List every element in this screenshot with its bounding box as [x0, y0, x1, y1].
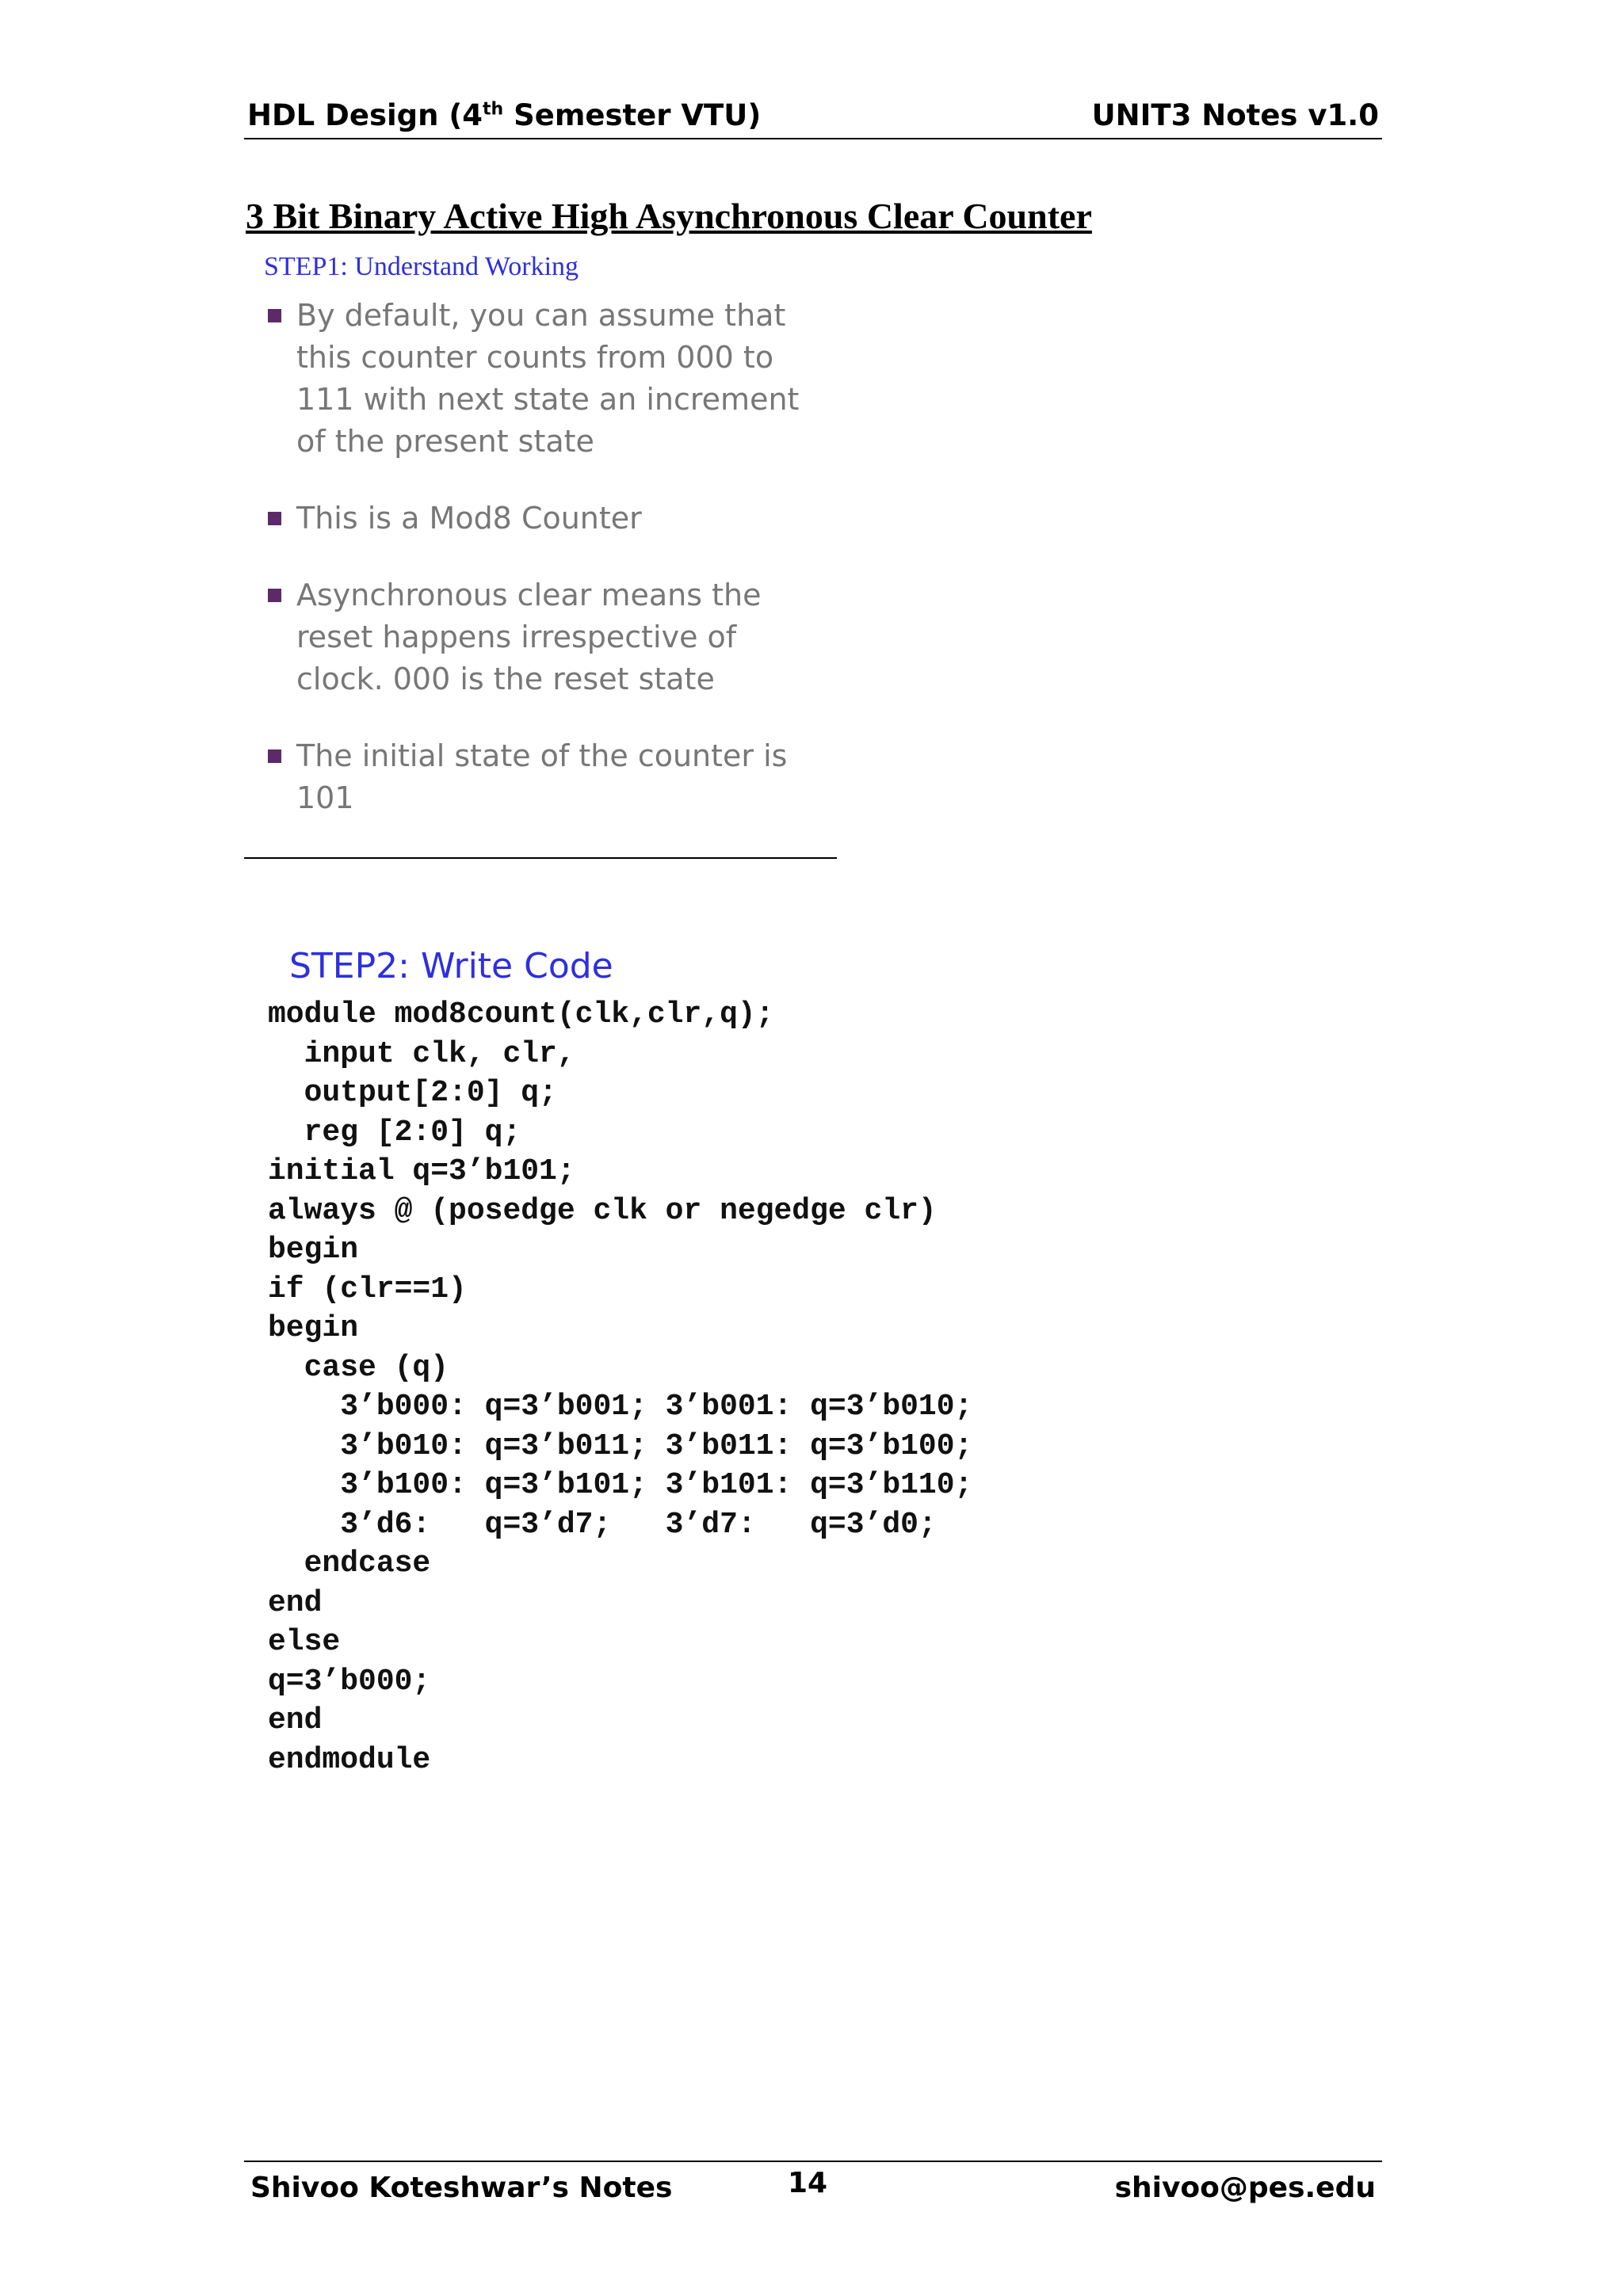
bullet-text: The initial state of the counter is 101	[296, 738, 788, 815]
footer-email: shivoo@pes.edu	[1114, 2172, 1376, 2204]
bullet-text: Asynchronous clear means the reset happens irrespective of clock. 000 is the reset state	[296, 578, 762, 696]
course-title-sup: th	[483, 99, 504, 120]
course-title-post: Semester VTU)	[503, 98, 762, 132]
course-title-pre: HDL Design (4	[247, 98, 483, 132]
square-bullet-icon	[268, 589, 281, 602]
page-footer	[244, 2161, 1382, 2210]
code-line: reg [2:0] q;	[268, 1115, 521, 1150]
code-line: module mod8count(clk,clr,q);	[268, 997, 774, 1032]
code-line: q=3’b000;	[268, 1664, 431, 1699]
footer-author: Shivoo Koteshwar’s Notes	[250, 2172, 673, 2204]
code-line: initial q=3’b101;	[268, 1154, 575, 1188]
code-line: end	[268, 1585, 323, 1620]
course-title	[247, 98, 761, 132]
square-bullet-icon	[268, 749, 281, 763]
bullet-list	[266, 295, 853, 854]
code-line: input clk, clr,	[268, 1036, 575, 1071]
square-bullet-icon	[268, 309, 281, 322]
bullet-item	[266, 498, 853, 540]
bullet-item	[266, 295, 853, 463]
bullet-text: This is a Mod8 Counter	[296, 501, 642, 536]
bullet-item	[266, 735, 853, 819]
code-block	[268, 995, 972, 1779]
step2-heading: STEP2: Write Code	[289, 946, 613, 986]
code-line: endcase	[268, 1547, 431, 1581]
code-line: output[2:0] q;	[268, 1076, 557, 1110]
code-line: begin	[268, 1311, 359, 1345]
page-number: 14	[788, 2167, 828, 2199]
code-line: always @ (posedge clk or negedge clr)	[268, 1193, 937, 1228]
code-line: 3’b010: q=3’b011; 3’b011: q=3’b100;	[268, 1428, 973, 1463]
code-line: endmodule	[268, 1742, 431, 1777]
page-header	[244, 97, 1382, 139]
code-line: 3’b000: q=3’b001; 3’b001: q=3’b010;	[268, 1390, 973, 1424]
code-line: if (clr==1)	[268, 1272, 467, 1306]
bullet-text: By default, you can assume that this counter counts from 000 to 111 with next state an increment of the present state	[296, 298, 800, 459]
code-line: 3’d6: q=3’d7; 3’d7: q=3’d0;	[268, 1507, 937, 1542]
section-divider	[244, 857, 837, 859]
code-line: else	[268, 1625, 341, 1659]
step1-heading: STEP1: Understand Working	[264, 252, 579, 281]
code-line: case (q)	[268, 1350, 449, 1385]
square-bullet-icon	[268, 512, 281, 525]
code-line: begin	[268, 1233, 359, 1267]
code-line: end	[268, 1703, 323, 1737]
code-line: 3’b100: q=3’b101; 3’b101: q=3’b110;	[268, 1468, 973, 1502]
notes-version: UNIT3 Notes v1.0	[1091, 98, 1379, 132]
bullet-item	[266, 574, 853, 700]
section-title: 3 Bit Binary Active High Asynchronous Clear Counter	[246, 196, 1092, 236]
